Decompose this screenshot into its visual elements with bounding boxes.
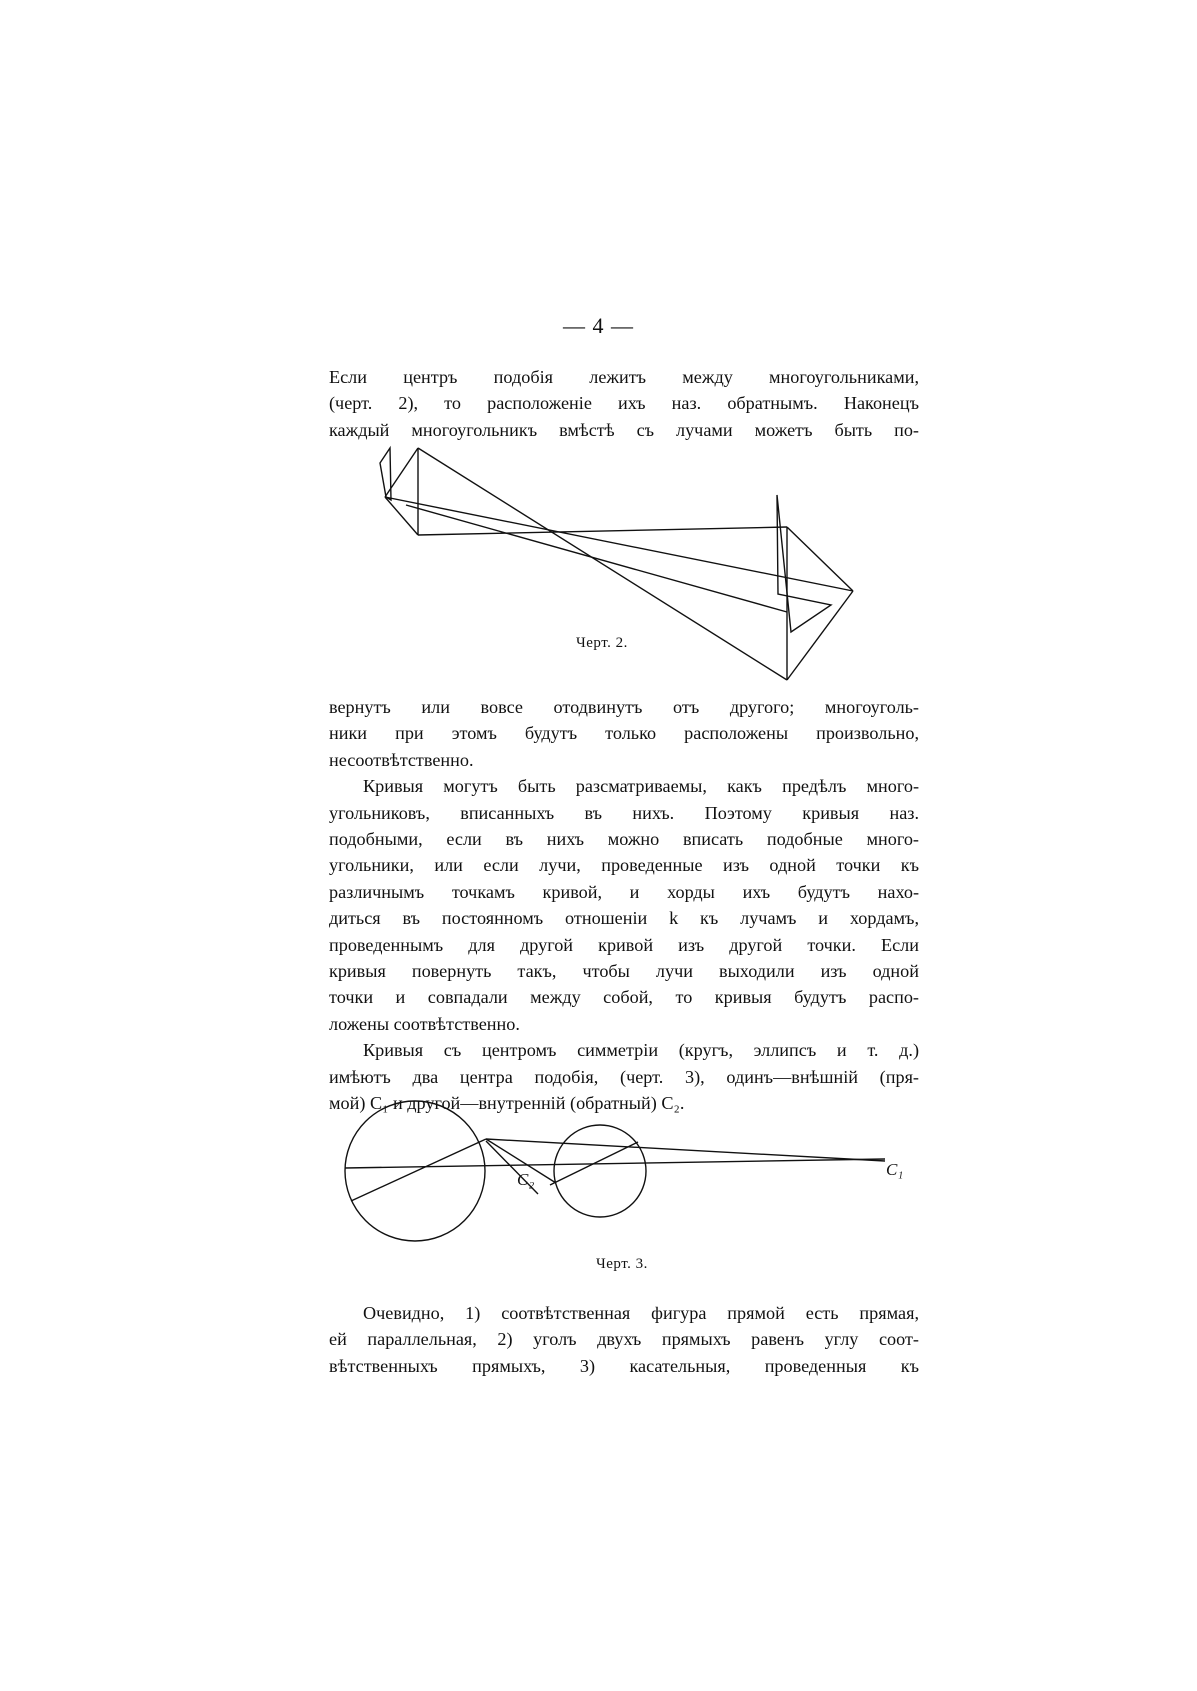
outer-tangent [486,1139,885,1161]
center-c2-label: C₂ [517,1170,535,1189]
text-line: имѣютъ два центра подобія, (черт. 3), одинъ—внѣшній (пря- [329,1066,919,1087]
paragraph-5-continued [329,1326,919,1379]
text-line: различнымъ точкамъ кривой, и хорды ихъ будутъ нахо- [329,881,919,902]
text-line: мой) C₁ и другой—внутренній (обратный) C₂. [329,1093,685,1114]
text-line: Кривыя могутъ быть разсматриваемы, какъ предѣлъ много- [363,776,919,797]
page-number: — 4 — [563,313,634,338]
text-line: ники при этомъ будутъ только расположены произвольно, [329,723,919,744]
text-line: точки и совпадали между собой, то кривыя будутъ распо- [329,987,919,1008]
text-line: вѣтственныхъ прямыхъ, 3) касательныя, проведенныя къ [329,1355,919,1376]
text-line: кривыя повернуть такъ, чтобы лучи выходили изъ одной [329,961,919,982]
text-line: Очевидно, 1) соотвѣтственная фигура прямой есть прямая, [363,1303,919,1323]
paragraph-5-text [329,1300,919,1326]
chord-large [351,1139,486,1201]
text-line: проведеннымъ для другой кривой изъ другой точки. Если [329,934,919,955]
text-line: подобными, если въ нихъ можно вписать подобные много- [329,829,919,850]
text-line: угольниковъ, вписанныхъ въ нихъ. Поэтому кривыя наз. [329,802,919,823]
text-line: несоотвѣтственно. [329,749,474,770]
text-line: каждый многоугольникъ вмѣстѣ съ лучами можетъ быть по- [329,419,919,440]
small-circle [554,1125,646,1217]
text-line: диться въ постоянномъ отношеніи k къ лучамъ и хордамъ, [329,908,919,929]
text-line: Если центръ подобія лежитъ между многоугольниками, [329,367,919,387]
text-line: ей параллельная, 2) уголъ двухъ прямыхъ равенъ углу соот- [329,1329,919,1350]
figure-3-caption: Черт. 3. [596,1256,648,1272]
paragraph-5 [329,1300,919,1379]
text-line: вернутъ или вовсе отодвинутъ отъ другого; многоуголь- [329,697,919,717]
text-line: Кривыя съ центромъ симметріи (кругъ, эллипсъ и т. д.) [363,1040,919,1061]
text-line: ложены соотвѣтственно. [329,1013,520,1034]
text-line: угольники, или если лучи, проведенные изъ одной точки къ [329,855,919,876]
figure-2-caption: Черт. 2. [576,635,628,651]
text-line: (черт. 2), то расположеніе ихъ наз. обратнымъ. Наконецъ [329,393,919,414]
center-c1-label: C₁ [886,1160,904,1179]
